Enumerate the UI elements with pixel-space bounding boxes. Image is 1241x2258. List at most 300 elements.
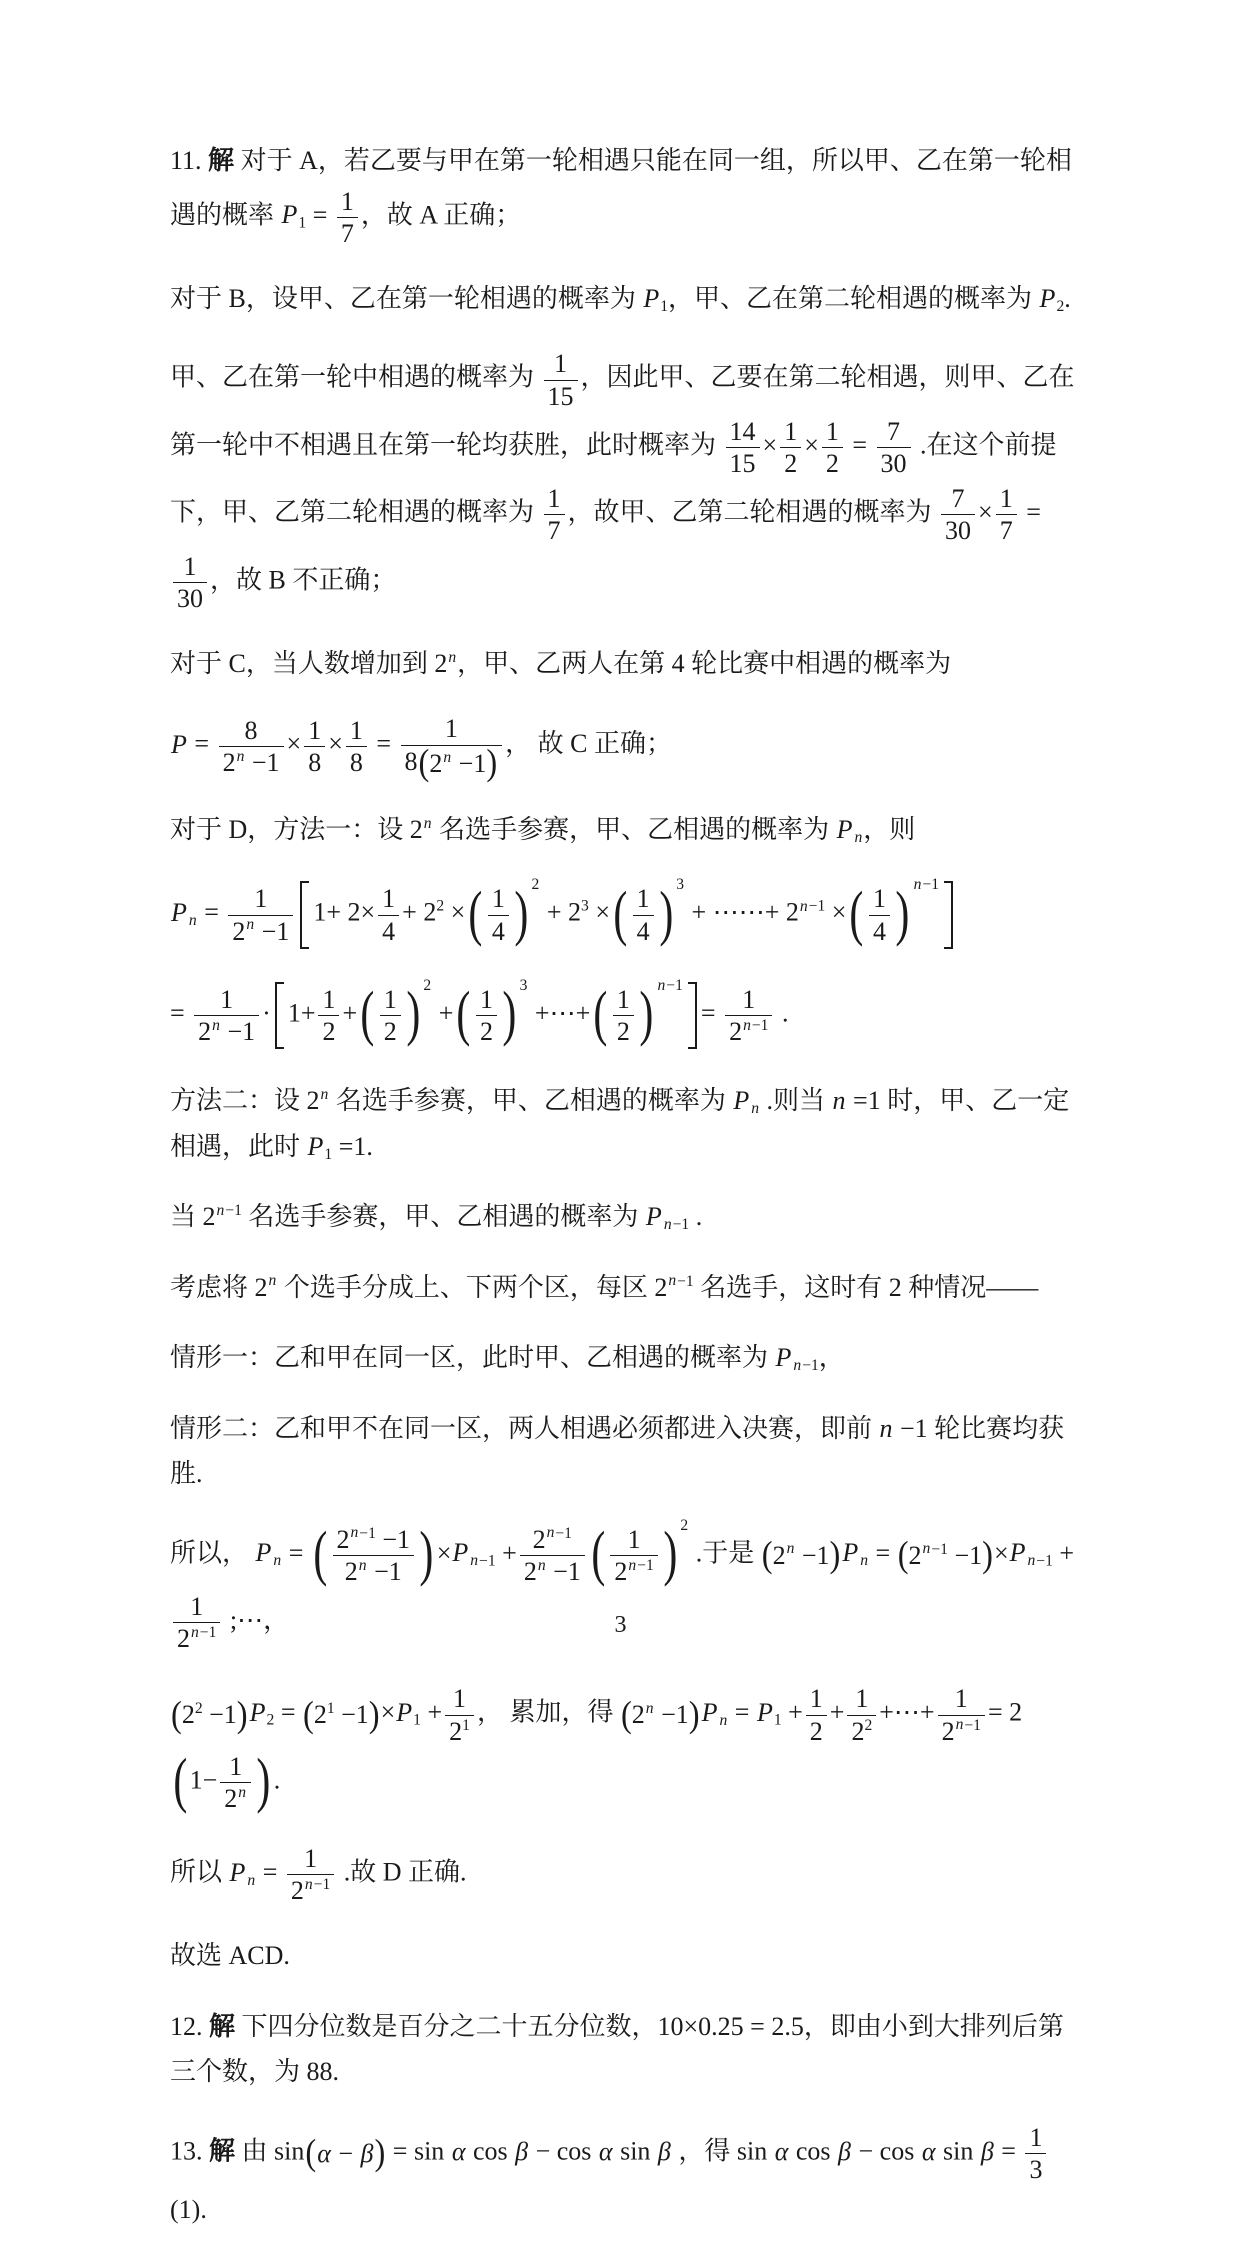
fraction-denominator bbox=[610, 1556, 657, 1587]
math-fraction bbox=[333, 1524, 415, 1587]
text-run: 2 bbox=[532, 1524, 546, 1554]
math-fraction bbox=[228, 883, 293, 946]
text-run: × bbox=[825, 898, 847, 927]
fraction-numerator bbox=[544, 348, 578, 380]
text-run: 1 bbox=[190, 1591, 204, 1621]
right-paren: ) bbox=[514, 879, 529, 949]
right-paren: ) bbox=[829, 1534, 841, 1576]
text-run: × bbox=[444, 898, 466, 927]
math-fraction bbox=[287, 1843, 334, 1906]
text-run: +⋯+ bbox=[879, 1698, 935, 1727]
fraction-numerator bbox=[726, 416, 760, 448]
text-run: 1 bbox=[340, 186, 354, 216]
fraction-denominator bbox=[726, 448, 760, 479]
group-exponent bbox=[657, 978, 683, 994]
text-run: + bbox=[495, 1538, 517, 1568]
math-variable: α bbox=[317, 2138, 331, 2168]
math-variable: n bbox=[799, 897, 808, 915]
math-fraction bbox=[847, 1683, 876, 1746]
text-run: 1 bbox=[349, 715, 363, 745]
text-run: 2 bbox=[851, 1716, 865, 1746]
text-run: 名选手参赛，甲、乙相遇的概率为 bbox=[329, 1086, 733, 1116]
text-run: 对于 C，当人数增加到 bbox=[170, 648, 435, 678]
subscript bbox=[853, 829, 863, 846]
math-fraction bbox=[633, 883, 654, 946]
right-paren: ) bbox=[895, 879, 910, 949]
left-paren: ( bbox=[591, 1520, 606, 1589]
fraction-numerator bbox=[228, 883, 293, 915]
math-fraction bbox=[877, 416, 911, 479]
math-variable: n bbox=[216, 1201, 225, 1219]
text-run: −1 bbox=[947, 1540, 983, 1570]
text-run: ，因此甲、乙要在第二轮相遇，则甲、乙在第一轮中不相遇且在第一轮均获胜，此时概率为 bbox=[170, 363, 1075, 460]
fraction-denominator bbox=[996, 515, 1017, 546]
text-run: · bbox=[262, 998, 271, 1028]
fraction-denominator bbox=[877, 448, 911, 479]
math-fraction bbox=[726, 416, 760, 479]
text-run: 2 bbox=[784, 448, 798, 478]
text-run: . bbox=[273, 1765, 281, 1795]
text-run: 8 bbox=[308, 748, 322, 778]
math-variable: n bbox=[443, 748, 452, 766]
text-run: 对于 A，若乙要与甲在第一轮相遇只能在同一组，所以甲、乙在第一轮相遇的概率 bbox=[170, 146, 1072, 230]
text-run: −1 bbox=[367, 1556, 402, 1586]
text-run: −1 bbox=[199, 1624, 217, 1642]
fraction-numerator bbox=[941, 483, 975, 515]
text-run: −1 bbox=[922, 876, 940, 894]
text-run: 1 bbox=[220, 984, 234, 1014]
math-variable: P bbox=[643, 283, 660, 313]
math-variable: P bbox=[396, 1698, 413, 1727]
answer-problem-11 bbox=[170, 1933, 1075, 1979]
summation-formula bbox=[170, 1681, 1075, 1816]
right-paren: ) bbox=[236, 1694, 248, 1736]
math-fraction bbox=[938, 1683, 985, 1746]
text-run: 1 bbox=[1029, 2122, 1043, 2152]
text-run: 2 bbox=[306, 1086, 320, 1116]
math-variable: n bbox=[668, 1272, 677, 1290]
text-run: = bbox=[700, 998, 723, 1028]
fraction-denominator bbox=[304, 747, 325, 778]
text-run: + 2 bbox=[402, 898, 437, 927]
math-variable: P bbox=[645, 1202, 662, 1232]
math-variable: n bbox=[832, 1086, 846, 1116]
math-variable: n bbox=[854, 828, 863, 846]
fraction-denominator bbox=[938, 1716, 985, 1747]
math-variable: n bbox=[879, 1413, 893, 1443]
fraction-numerator bbox=[401, 713, 503, 745]
subscript bbox=[663, 1216, 689, 1233]
text-run: = bbox=[1019, 497, 1041, 527]
text-run: ，故 A 正确； bbox=[360, 200, 522, 230]
math-fraction bbox=[610, 1524, 657, 1587]
left-paren: ( bbox=[456, 980, 471, 1049]
subscript bbox=[792, 1357, 818, 1374]
left-paren: ( bbox=[849, 879, 864, 949]
fraction-denominator bbox=[488, 916, 509, 947]
text-run: 30 bbox=[880, 448, 907, 478]
text-run: ，得 sin bbox=[671, 2136, 774, 2166]
superscript bbox=[537, 1557, 547, 1574]
group-exponent bbox=[520, 978, 528, 994]
bold-text-run: 解 bbox=[209, 2011, 236, 2041]
math-fraction bbox=[304, 715, 325, 778]
math-variable: n bbox=[663, 1215, 672, 1233]
case-b-computation bbox=[170, 346, 1075, 616]
fraction-numerator bbox=[877, 416, 911, 448]
math-variable: n bbox=[860, 1552, 869, 1570]
text-run: 2 bbox=[194, 1700, 203, 1718]
math-paren-group bbox=[466, 876, 540, 949]
fraction-numerator bbox=[476, 984, 497, 1016]
math-variable: n bbox=[786, 1540, 795, 1558]
text-run: 2 bbox=[409, 814, 423, 844]
text-run: 1 bbox=[383, 984, 397, 1014]
text-run: −1 bbox=[220, 1016, 256, 1046]
math-variable: n bbox=[628, 1556, 637, 1574]
fraction-denominator bbox=[337, 218, 358, 249]
text-run: 4 bbox=[382, 916, 396, 946]
text-run: . bbox=[775, 998, 789, 1028]
math-variable: β bbox=[657, 2136, 671, 2166]
text-run: 方法二：设 bbox=[170, 1086, 307, 1116]
problem-12-solution bbox=[170, 2004, 1075, 2095]
text-run: 2 bbox=[941, 1716, 955, 1746]
text-run: 1− bbox=[189, 1765, 218, 1795]
text-run: 7 bbox=[340, 218, 354, 248]
fraction-numerator bbox=[346, 715, 367, 747]
text-run: 2 bbox=[434, 648, 448, 678]
superscript bbox=[546, 1524, 572, 1541]
text-run: 2 bbox=[908, 1540, 922, 1570]
fraction-numerator bbox=[333, 1524, 415, 1556]
paren-content bbox=[607, 1522, 660, 1589]
math-variable: n bbox=[537, 1556, 546, 1574]
text-run: 1 bbox=[254, 884, 268, 914]
text-run: 8 bbox=[349, 748, 363, 778]
fraction-denominator bbox=[346, 747, 367, 778]
text-run: −1 bbox=[245, 748, 280, 778]
left-paren: ( bbox=[313, 1520, 328, 1589]
math-fraction bbox=[378, 883, 399, 946]
fraction-denominator bbox=[544, 381, 578, 412]
group-exponent bbox=[532, 877, 540, 893]
text-run: −1 bbox=[313, 1876, 331, 1894]
text-run: 1 bbox=[660, 297, 669, 315]
text-run: 1 bbox=[825, 416, 839, 446]
left-paren: ( bbox=[173, 1747, 188, 1816]
math-variable: P bbox=[171, 729, 187, 759]
fraction-numerator bbox=[337, 186, 358, 218]
superscript bbox=[955, 1716, 981, 1733]
text-run: 1 bbox=[547, 484, 561, 514]
text-run: 1 bbox=[413, 1711, 421, 1729]
paren-content bbox=[316, 2131, 374, 2177]
text-run: 4 bbox=[491, 916, 505, 946]
text-run: 情形一：乙和甲在同一区，此时甲、乙相遇的概率为 bbox=[170, 1343, 775, 1373]
text-run: 1 bbox=[627, 1524, 641, 1554]
text-run: 2 bbox=[809, 1716, 823, 1746]
text-run: = bbox=[869, 1538, 897, 1568]
text-run: = bbox=[845, 430, 874, 460]
math-fraction bbox=[520, 1524, 585, 1587]
math-fraction bbox=[869, 883, 890, 946]
math-paren-group bbox=[847, 876, 940, 949]
method2-prev-case bbox=[170, 1194, 1075, 1240]
math-variable: α bbox=[774, 2136, 789, 2166]
superscript bbox=[462, 1716, 470, 1733]
text-run: 由 sin bbox=[235, 2136, 305, 2166]
text-run: 1 bbox=[873, 884, 887, 914]
fraction-denominator bbox=[401, 742, 503, 785]
subscript bbox=[750, 1100, 760, 1117]
left-paren: ( bbox=[468, 879, 483, 949]
text-run: 2 bbox=[729, 1016, 743, 1046]
text-run: −1 bbox=[479, 1552, 496, 1570]
text-run: + ⋯⋯+ 2 bbox=[685, 898, 799, 927]
text-run: 1+ 2× bbox=[313, 898, 376, 927]
math-fraction bbox=[941, 483, 975, 546]
text-run: 1 bbox=[229, 1751, 243, 1781]
paren-content bbox=[314, 1692, 369, 1738]
text-run: 14 bbox=[729, 416, 756, 446]
text-run: −1 bbox=[359, 1524, 376, 1542]
math-variable: n bbox=[350, 1524, 359, 1542]
text-run: 1 bbox=[855, 1684, 869, 1714]
paren-content bbox=[190, 1749, 254, 1816]
text-run: 4 bbox=[636, 916, 650, 946]
text-run: 1 bbox=[999, 484, 1013, 514]
superscript bbox=[667, 1272, 693, 1289]
superscript bbox=[358, 1557, 368, 1574]
math-variable: P bbox=[307, 1131, 324, 1161]
text-run: = bbox=[282, 1538, 310, 1568]
text-run: −1 bbox=[795, 1540, 830, 1570]
fraction-denominator bbox=[445, 1716, 474, 1747]
text-run: × bbox=[588, 898, 610, 927]
math-paren-group bbox=[762, 1533, 841, 1579]
superscript bbox=[245, 916, 255, 933]
math-variable: n bbox=[273, 1552, 282, 1570]
math-variable: n bbox=[320, 1085, 329, 1103]
text-run: 名选手参赛，甲、乙相遇的概率为 bbox=[432, 814, 836, 844]
superscript bbox=[786, 1540, 796, 1557]
text-run: 7 bbox=[999, 516, 1013, 546]
problem-13-solution bbox=[170, 2120, 1075, 2233]
text-run: 1 bbox=[616, 984, 630, 1014]
text-run: ， bbox=[818, 1343, 845, 1373]
text-run: = bbox=[256, 1857, 284, 1887]
text-run: 2 bbox=[322, 1016, 336, 1046]
text-run: 1 bbox=[382, 884, 396, 914]
subscript bbox=[413, 1712, 421, 1729]
math-variable: n bbox=[212, 1016, 220, 1034]
text-run: −1 bbox=[666, 976, 683, 994]
math-fraction bbox=[725, 984, 772, 1047]
paren-content bbox=[429, 748, 486, 779]
fraction-denominator bbox=[228, 916, 293, 947]
text-run: 3 bbox=[519, 976, 528, 994]
math-variable: n bbox=[751, 1099, 760, 1117]
text-run: −1 bbox=[931, 1540, 948, 1558]
text-run: 2 bbox=[177, 1624, 190, 1654]
fraction-denominator bbox=[869, 916, 890, 947]
text-run: 2 bbox=[254, 1272, 268, 1302]
math-variable: n bbox=[191, 1624, 199, 1642]
text-run: −1 bbox=[546, 1556, 581, 1586]
math-fraction bbox=[318, 984, 339, 1047]
left-paren: ( bbox=[620, 1694, 632, 1736]
text-run: −1 轮比赛均获胜. bbox=[170, 1413, 1065, 1489]
fraction-numerator bbox=[287, 1843, 334, 1875]
text-run: 1 bbox=[308, 715, 322, 745]
text-run: 2 bbox=[614, 1556, 628, 1586]
math-variable: n bbox=[922, 1540, 931, 1558]
math-variable: n bbox=[913, 876, 922, 894]
math-fraction bbox=[780, 416, 801, 479]
math-variable: P bbox=[701, 1698, 718, 1727]
text-run: 对于 B，设甲、乙在第一轮相遇的概率为 bbox=[170, 283, 643, 313]
superscript bbox=[236, 748, 246, 765]
text-run: −1 bbox=[677, 1272, 694, 1290]
text-run: −1 bbox=[672, 1215, 690, 1233]
fraction-numerator bbox=[780, 416, 801, 448]
right-paren: ) bbox=[982, 1534, 993, 1576]
fraction-denominator bbox=[633, 916, 654, 947]
text-run: ，甲、乙两人在第 4 轮比赛中相遇的概率为 bbox=[457, 648, 952, 678]
math-variable: n bbox=[304, 1876, 313, 1894]
math-paren-group bbox=[171, 1749, 273, 1816]
fraction-denominator bbox=[1025, 2154, 1046, 2185]
math-variable: P bbox=[775, 1343, 792, 1373]
fraction-denominator bbox=[333, 1556, 415, 1587]
fraction-numerator bbox=[869, 883, 890, 915]
text-run: 3 bbox=[676, 876, 685, 894]
text-run: 7 bbox=[547, 516, 561, 546]
left-paren: ( bbox=[305, 2132, 317, 2175]
superscript bbox=[864, 1716, 872, 1733]
paren-content bbox=[473, 982, 500, 1049]
document-content bbox=[170, 138, 1075, 2258]
fraction-denominator bbox=[941, 515, 975, 546]
text-run: × bbox=[762, 430, 778, 460]
fraction-numerator bbox=[1025, 2122, 1046, 2154]
text-run: 7 bbox=[887, 416, 901, 446]
text-run: −1 bbox=[452, 749, 487, 778]
paren-content bbox=[182, 1692, 237, 1738]
right-paren: ) bbox=[688, 1694, 700, 1736]
math-paren-group bbox=[621, 1692, 700, 1738]
right-paren: ) bbox=[663, 1520, 678, 1589]
fraction-numerator bbox=[996, 483, 1017, 515]
text-run: 1 bbox=[954, 1684, 968, 1714]
method2-partition bbox=[170, 1265, 1075, 1311]
superscript bbox=[799, 898, 825, 915]
text-run: ， 故 C 正确； bbox=[505, 729, 673, 759]
right-paren: ) bbox=[639, 980, 654, 1049]
text-run: + bbox=[420, 1698, 443, 1727]
text-run: 7 bbox=[951, 484, 965, 514]
text-run: = bbox=[306, 200, 334, 230]
math-variable: P bbox=[756, 1698, 773, 1727]
case-c-formula bbox=[170, 711, 1075, 785]
math-fraction bbox=[613, 984, 634, 1047]
math-variable: P bbox=[842, 1538, 859, 1568]
superscript bbox=[211, 1017, 221, 1034]
text-run: 名选手，这时有 2 种情况—— bbox=[693, 1272, 1039, 1302]
math-variable: P bbox=[452, 1538, 469, 1568]
text-run: − bbox=[331, 2138, 360, 2168]
text-run: × bbox=[328, 729, 343, 759]
fraction-numerator bbox=[544, 483, 565, 515]
text-run: ，甲、乙在第二轮相遇的概率为 bbox=[668, 283, 1039, 313]
math-variable: P bbox=[281, 200, 298, 230]
subscript bbox=[272, 1552, 282, 1569]
text-run: +⋯+ bbox=[528, 998, 591, 1028]
text-run: 所以 bbox=[170, 1857, 229, 1887]
fraction-numerator bbox=[633, 883, 654, 915]
paren-content bbox=[485, 881, 512, 948]
text-run: 1 bbox=[304, 1844, 318, 1874]
fraction-numerator bbox=[822, 416, 843, 448]
fraction-numerator bbox=[173, 551, 207, 583]
problem-11-solution-case-a bbox=[170, 138, 1075, 251]
text-run: 15 bbox=[729, 448, 756, 478]
superscript bbox=[216, 1202, 242, 1219]
case-c-setup bbox=[170, 641, 1075, 687]
text-run: . bbox=[689, 1202, 703, 1232]
superscript bbox=[645, 1700, 655, 1717]
text-run: 当 bbox=[170, 1202, 203, 1232]
math-variable: n bbox=[246, 916, 255, 934]
right-paren: ) bbox=[406, 980, 421, 1049]
paren-content bbox=[330, 1522, 418, 1589]
text-run: 2 bbox=[336, 1524, 350, 1554]
text-run: 2 bbox=[181, 1700, 195, 1730]
math-fraction bbox=[220, 1751, 251, 1814]
math-bracket-group bbox=[275, 978, 697, 1053]
text-run: 2 bbox=[480, 1016, 493, 1046]
superscript bbox=[742, 1017, 768, 1034]
text-run: 1 bbox=[742, 984, 756, 1014]
text-run: 15 bbox=[547, 381, 574, 411]
math-variable: β bbox=[838, 2136, 851, 2166]
superscript bbox=[237, 1784, 247, 1801]
text-run: 2 bbox=[224, 1783, 238, 1813]
fraction-numerator bbox=[847, 1683, 876, 1715]
fraction-denominator bbox=[378, 916, 399, 947]
fraction-numerator bbox=[219, 715, 284, 747]
text-run: −1 bbox=[751, 1016, 769, 1034]
text-run: ，则 bbox=[863, 814, 916, 844]
math-variable: n bbox=[645, 1700, 654, 1718]
text-run: 1 bbox=[326, 1700, 335, 1718]
text-run: = bbox=[187, 729, 216, 759]
text-run: 2 bbox=[436, 897, 445, 915]
fraction-denominator bbox=[220, 1783, 251, 1814]
text-run: × bbox=[804, 430, 819, 460]
math-variable: n bbox=[247, 1871, 256, 1889]
subscript bbox=[774, 1712, 782, 1729]
math-paren-group bbox=[591, 976, 683, 1049]
text-run: 2 bbox=[616, 1016, 630, 1046]
fraction-numerator bbox=[445, 1683, 474, 1715]
text-run: + bbox=[432, 998, 454, 1028]
math-variable: n bbox=[719, 1711, 728, 1729]
bracket-content bbox=[287, 976, 684, 1049]
text-run: 1 bbox=[491, 884, 505, 914]
fraction-denominator bbox=[847, 1716, 876, 1747]
